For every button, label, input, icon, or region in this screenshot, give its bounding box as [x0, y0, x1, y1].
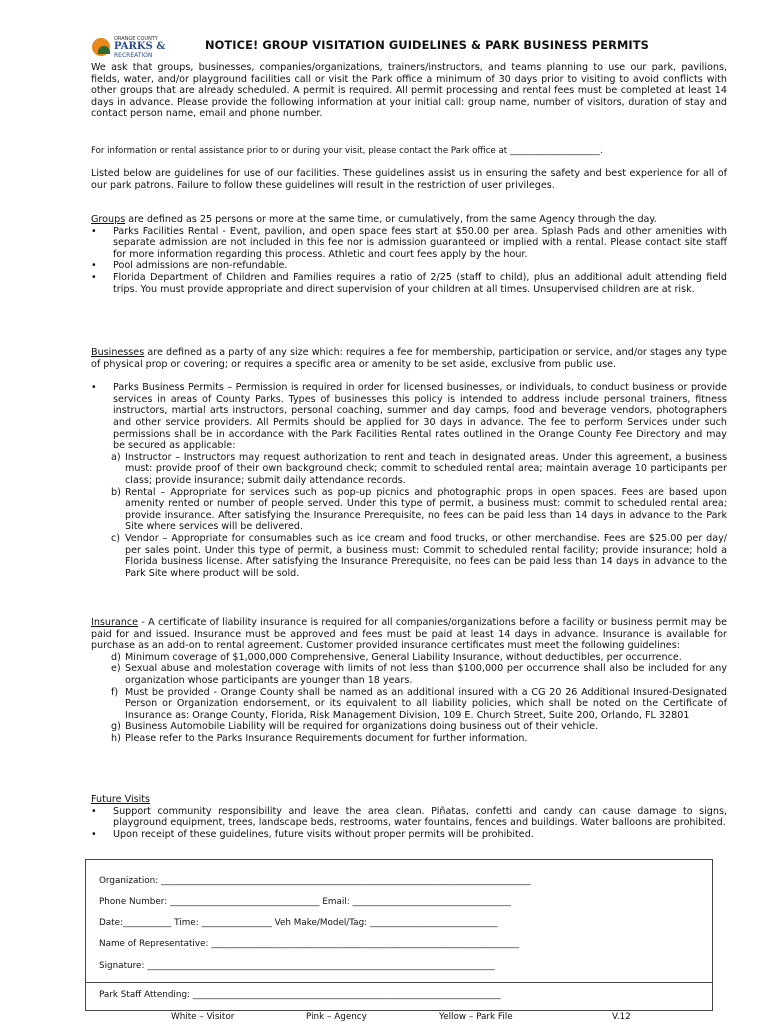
signature-field[interactable]: Signature: _______________________________________________________________________________	[99, 961, 495, 971]
business-permits-item: • Parks Business Permits – Permission is required in order for licensed businesses, or individuals, to conduct business or provide services in areas of County Parks. Types of businesses this policy is intended to address include personal trainers, fitness instructors, martial arts instructors, personal coaching, summer and day camps, food and beverage vendors, photographers and other service providers. All Permits should be applied for 30 days in advance. The fee to perform Services under such permissions shall be in accordance with the Park Facilities Rental rates outlined in the Orange County Fee Directory and may be secured as applicable:	[91, 382, 727, 452]
businesses-definition: are defined as a party of any size which: requires a fee for membership, participation or service, and/or stages any type of physical prop or covering; or requires a specific area or amenity to be set aside, exclusive from public use.	[91, 347, 727, 370]
representative-field[interactable]: Name of Representative: ______________________________________________________________________	[99, 939, 520, 949]
contact-line: For information or rental assistance prior to or during your visit, please contact the Park office at _____________________.	[91, 146, 603, 156]
future-term: Future Visits	[91, 794, 151, 805]
footer-pink-copy: Pink – Agency	[306, 1012, 367, 1022]
park-staff-field[interactable]: Park Staff Attending: ______________________________________________________________________	[99, 990, 501, 1000]
insurance-section	[91, 617, 727, 745]
insurance-text: - A certificate of liability insurance is required for all companies/organizations before a facility or business permit may be paid for and issued. Insurance must be approved and fees must be paid at least 14 days in advance. Insurance is available for purchase as an add-on to rental agreement. Customer provided insurance certificates must meet the following guidelines:	[91, 617, 727, 652]
list-item: a) Instructor – Instructors may request authorization to rent and teach in designated areas. Under this agreement, a business must: provide proof of their own background check; commit to scheduled rental area; maintain average 10 participants per class; provide insurance; submit daily attendance records.	[111, 451, 727, 486]
organization-field[interactable]: Organization: ____________________________________________________________________________________	[99, 876, 531, 886]
list-item: • Florida Department of Children and Families requires a ratio of 2/25 (staff to child), plus an additional adult attending field trips. You must provide appropriate and direct supervision of your children at all times. Unsupervised children are at risk.	[91, 272, 727, 295]
county-parks-logo	[92, 36, 174, 60]
future-visits-section	[91, 794, 727, 840]
list-item: • Parks Facilities Rental - Event, pavilion, and open space fees start at $50.00 per area. Splash Pads and other amenities with separate admission are not included in this fee nor is admission guaranteed or implied with a rental. Please contact site staff for more information regarding this process. Athletic and court fees apply by the hour.	[91, 226, 727, 261]
list-item: c) Vendor – Appropriate for consumables such as ice cream and food trucks, or other merchandise. Fees are $25.00 per day/ per sales point. Under this type of permit, a business must: Commit to scheduled rental facility; provide insurance; hold a Florida business license. After satisfying the Insurance Prerequisite, no fees can be paid less than 14 days in advance to the Park Site where product will be sold.	[111, 532, 727, 579]
intro-paragraph: We ask that groups, businesses, companies/organizations, trainers/instructors, and teams planning to use our park, pavilions, fields, water, and/or playground facilities call or visit the Park office a minimum of 30 days prior to visiting to avoid conflicts with other groups that are already scheduled. A permit is required. All permit processing and rental fees must be completed at least 14 days in advance. Please provide the following information at your initial call: group name, number of visitors, duration of stay and contact person name, email and phone number.	[91, 62, 727, 120]
date-time-vehicle-field[interactable]: Date:___________ Time: ________________ Veh Make/Model/Tag: _____________________________	[99, 918, 498, 928]
logo-line-3: RECREATION	[114, 52, 153, 59]
logo-line-2: PARKS &	[114, 41, 166, 52]
businesses-section	[91, 347, 727, 579]
list-item: g) Business Automobile Liability will be required for organizations doing business out of their vehicle.	[111, 721, 599, 733]
insurance-term: Insurance	[91, 617, 139, 628]
visitor-form	[85, 859, 713, 1011]
logo-sun-icon	[92, 38, 110, 56]
list-item: e) Sexual abuse and molestation coverage with limits of not less than $100,000 per occurrence shall also be included for any organization whose participants are younger than 18 years.	[111, 663, 727, 686]
form-divider	[86, 982, 712, 983]
guidelines-intro: Listed below are guidelines for use of our facilities. These guidelines assist us in ensuring the safety and best experience for all of our park patrons. Failure to follow these guidelines will result in the restriction of user privileges.	[91, 168, 727, 191]
list-item: b) Rental – Appropriate for services such as pop-up picnics and photographic props in open spaces. Fees are based upon amenity rented or number of people served. Under this type of permit, a business must: commit to scheduled rental area; provide insurance. After satisfying the Insurance Prerequisite, no fees can be paid less than 14 days in advance to the Park Site where services will be delivered.	[111, 486, 727, 533]
groups-definition: are defined as 25 persons or more at the same time, or cumulatively, from the same Agency through the day.	[125, 214, 657, 225]
list-item: • Pool admissions are non-refundable.	[91, 260, 727, 272]
list-item: h) Please refer to the Parks Insurance Requirements document for further information.	[111, 732, 528, 744]
groups-section	[91, 214, 727, 295]
footer-version: V.12	[612, 1012, 631, 1022]
footer-white-copy: White – Visitor	[171, 1012, 235, 1022]
page-title: NOTICE! GROUP VISITATION GUIDELINES & PARK BUSINESS PERMITS	[205, 38, 649, 52]
list-item: f) Must be provided - Orange County shall be named as an additional insured with a CG 20 26 Additional Insured-Designated Person or Organization endorsement, or its equivalent to all liability policies, which shall be noted on the Certificate of Insurance as: Orange County, Florida, Risk Management Division, 109 E. Church Street, Suite 200, Orlando, FL 32801	[111, 686, 727, 721]
phone-email-field[interactable]: Phone Number: __________________________________ Email: ____________________________________	[99, 897, 511, 907]
list-item: • Support community responsibility and leave the area clean. Piñatas, confetti and candy can cause damage to signs, playground equipment, trees, landscape beds, restrooms, water fountains, fences and buildings. Water balloons are prohibited.	[91, 806, 727, 829]
footer-yellow-copy: Yellow – Park File	[439, 1012, 513, 1022]
logo-line-1: ORANGE COUNTY	[114, 36, 158, 42]
businesses-term: Businesses	[91, 347, 145, 358]
groups-term: Groups	[91, 214, 126, 225]
list-item: • Upon receipt of these guidelines, future visits without proper permits will be prohibited.	[91, 829, 727, 841]
list-item: d) Minimum coverage of $1,000,000 Comprehensive, General Liability Insurance, without deductibles, per occurrence.	[111, 651, 682, 663]
